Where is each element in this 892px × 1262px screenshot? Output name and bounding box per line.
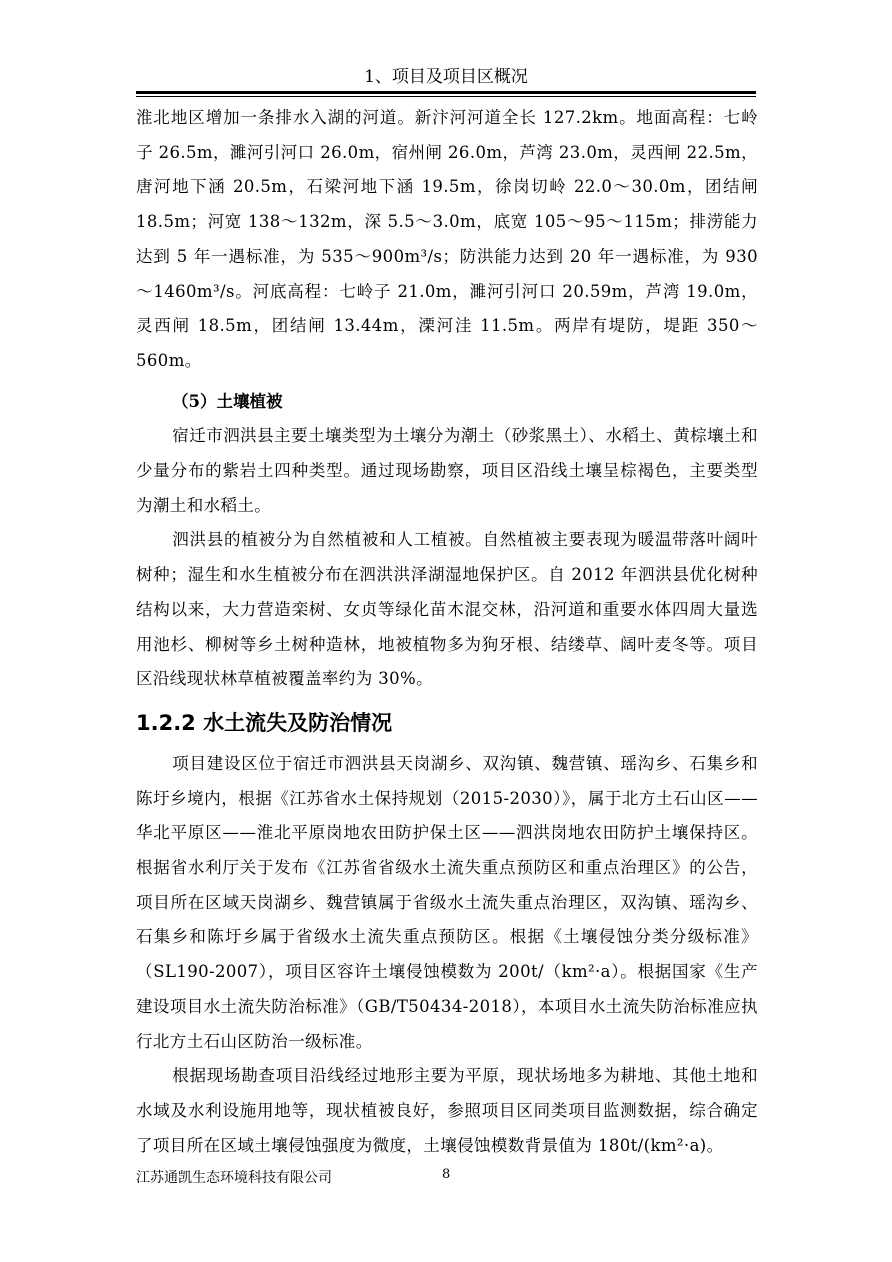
paragraph-soil-erosion-zoning: 项目建设区位于宿迁市泗洪县天岗湖乡、双沟镇、魏营镇、瑶沟乡、石集乡和陈圩乡境内，根据《江苏省水土保持规划（2015-2030）》，属于北方土石山区——华北平原区——淮北平原岗地农田防护保土区——泗洪岗地农田防护土壤保持区。根据省水利厅关于发布《江苏省省级水土流失重点预防区和重点治理区》的公告，项目所在区域天岗湖乡、魏营镇属于省级水土流失重点治理区，双沟镇、瑶沟乡、石集乡和陈圩乡属于省级水土流失重点预防区。根据《土壤侵蚀分类分级标准》（SL190-2007），项目区容许土壤侵蚀模数为 200t/（km²·a）。根据国家《生产建设项目水土流失防治标准》（GB/T50434-2018），本项目水土流失防治标准应执行北方土石山区防治一级标准。 xyxy=(136,753,758,1051)
footer-company: 江苏通凯生态环境科技有限公司 xyxy=(136,1170,332,1186)
subheading-soil-vegetation: （5）土壤植被 xyxy=(172,391,283,411)
header-rule-thick xyxy=(136,91,756,94)
paragraph-erosion-background: 根据现场勘查项目沿线经过地形主要为平原，现状场地多为耕地、其他土地和水域及水利设施用地等，现状植被良好，参照项目区同类项目监测数据，综合确定了项目所在区域土壤侵蚀强度为微度，土壤侵蚀模数背景值为 180t/(km²·a)。 xyxy=(136,1066,758,1155)
paragraph-soil-types: 宿迁市泗洪县主要土壤类型为土壤分为潮土（砂浆黑土）、水稻土、黄棕壤土和少量分布的紫岩土四种类型。通过现场勘察，项目区沿线土壤呈棕褐色，主要类型为潮土和水稻土。 xyxy=(136,426,758,515)
running-header: 1、项目及项目区概况 xyxy=(364,67,528,87)
section-heading: 1.2.2 水土流失及防治情况 xyxy=(136,710,393,735)
paragraph-river-data: 淮北地区增加一条排水入湖的河道。新汴河河道全长 127.2km。地面高程：七岭子 26.5m，濉河引河口 26.0m，宿州闸 26.0m，芦湾 23.0m，灵西闸 22.5m，唐河地下涵 20.5m，石梁河地下涵 19.5m，徐岗切岭 22.0～30.0m，团结闸 18.5m；河宽 138～132m，深 5.5～3.0m，底宽 105～95～115m；排涝能力达到 5 年一遇标准，为 535～900m³/s；防洪能力达到 20 年一遇标准，为 930～1460m³/s。河底高程：七岭子 21.0m，濉河引河口 20.59m，芦湾 19.0m，灵西闸 18.5m，团结闸 13.44m，溧河洼 11.5m。两岸有堤防，堤距 350～560m。 xyxy=(136,108,758,370)
header-rule-thin xyxy=(136,96,756,97)
spacer xyxy=(136,379,758,383)
body-text xyxy=(136,101,758,1163)
page-number: 8 xyxy=(442,1167,451,1182)
paragraph-vegetation: 泗洪县的植被分为自然植被和人工植被。自然植被主要表现为暖温带落叶阔叶树种；湿生和水生植被分布在泗洪洪泽湖湿地保护区。自 2012 年泗洪县优化树种结构以来，大力营造栾树、女贞等绿化苗木混交林，沿河道和重要水体四周大量选用池杉、柳树等乡土树种造林，地被植物多为狗牙根、结缕草、阔叶麦冬等。项目区沿线现状林草植被覆盖率约为 30%。 xyxy=(136,530,758,689)
